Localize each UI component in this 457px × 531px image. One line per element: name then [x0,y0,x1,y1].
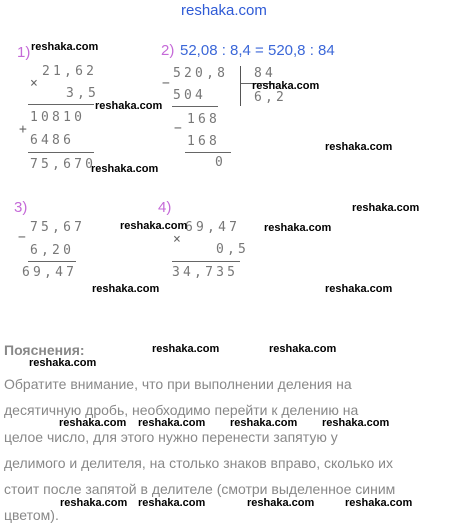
problem-4-line [172,261,240,262]
explanation-line-3: целое число, для этого нужно перенести запятую у [4,429,338,445]
watermark: reshaka.com [92,283,160,295]
explanation-line-4: делимого и делителя, на столько знаков вправо, сколько их [4,455,393,471]
watermark: reshaka.com [60,497,128,509]
problem-3-subtrahend: 6,20 [30,243,75,258]
watermark: reshaka.com [252,80,320,92]
problem-3-minuend: 75,67 [30,220,86,235]
watermark: reshaka.com [95,100,163,112]
watermark: reshaka.com [352,202,420,214]
problem-2-dividend: 520,8 [173,66,229,81]
problem-2-line-1 [172,106,218,107]
watermark: reshaka.com [322,417,390,429]
problem-1-label: 1) [17,44,31,61]
watermark: reshaka.com [269,343,337,355]
watermark: reshaka.com [29,357,97,369]
problem-2-step-2: 168 [187,112,221,127]
problem-1-partial-1: 10810 [30,110,86,125]
problem-4-multiply-sign: × [173,232,181,247]
watermark: reshaka.com [152,343,220,355]
problem-1-line-2 [28,152,94,153]
problem-1-factor-1: 21,62 [42,64,98,79]
problem-2-equation: 52,08 : 8,4 = 520,8 : 84 [180,42,335,59]
watermark: reshaka.com [59,417,127,429]
problem-2-step-1: 504 [173,88,207,103]
problem-3-result: 69,47 [22,265,78,280]
problem-2-divisor: 84 [254,66,277,81]
explanation-line-5: стоит после запятой в делителе (смотри выделенное синим [4,481,396,497]
problem-2-quotient: 6,2 [254,90,288,105]
problem-4-label: 4) [158,199,172,216]
watermark: reshaka.com [325,283,393,295]
watermark: reshaka.com [264,222,332,234]
explanation-line-6: цветом). [4,507,59,523]
problem-4-factor-1: 69,47 [185,220,241,235]
watermark: reshaka.com [230,417,298,429]
problem-4-result: 34,735 [172,265,239,280]
watermark: reshaka.com [325,141,393,153]
problem-2-minus-sign-2: − [174,121,182,136]
explanation-heading: Пояснения: [4,342,85,358]
watermark: reshaka.com [138,497,206,509]
explanation-line-2: десятичную дробь, необходимо перейти к делению на [4,402,359,418]
watermark: reshaka.com [91,163,159,175]
problem-4-factor-2: 0,5 [216,242,250,257]
problem-3-minus-sign: − [18,230,26,245]
problem-1-result: 75,670 [30,157,97,172]
problem-2-step-3: 168 [187,134,221,149]
problem-1-plus-sign: + [19,122,27,137]
problem-2-label: 2) [161,42,175,59]
problem-1-partial-2: 6486 [30,133,75,148]
problem-2-division-bar [240,66,241,106]
watermark: reshaka.com [247,497,315,509]
watermark: reshaka.com [345,497,413,509]
problem-1-line-1 [28,104,94,105]
problem-1-multiply-sign: × [30,76,38,91]
problem-2-remainder: 0 [215,155,227,170]
watermark: reshaka.com [31,41,99,53]
problem-2-line-2 [185,152,231,153]
watermark: reshaka.com [120,220,188,232]
problem-2-minus-sign: − [162,76,170,91]
explanation-line-1: Обратите внимание, что при выполнении деления на [4,376,352,392]
watermark: reshaka.com [138,417,206,429]
site-brand: reshaka.com [181,2,267,19]
problem-3-label: 3) [14,199,28,216]
problem-3-line [28,261,76,262]
problem-1-factor-2: 3,5 [66,86,100,101]
